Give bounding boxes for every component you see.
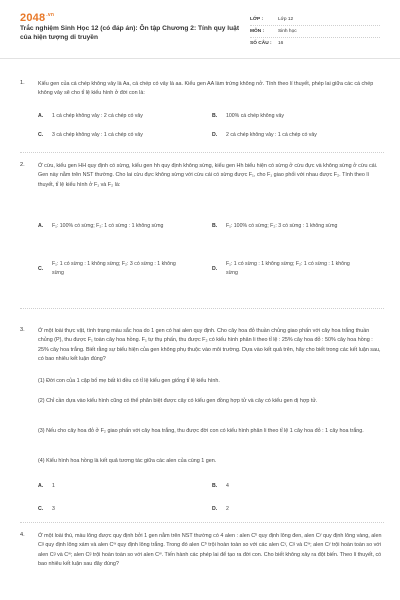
option-text: 4 <box>226 483 229 489</box>
option-text: 2 cá chép không vảy : 1 cá chép có vảy <box>226 132 317 138</box>
question-number: 2. <box>20 162 25 168</box>
option-text: 1 cá chép không vảy : 2 cá chép có vảy <box>52 113 143 119</box>
option-text: F₁: 100% có sừng; F₂: 3 có sừng : 1 không sừng <box>226 223 338 229</box>
option-letter: A. <box>38 223 44 229</box>
option-b[interactable] <box>212 222 362 231</box>
option-d[interactable] <box>212 260 362 277</box>
option-text: F₁: 100% có sừng; F₂: 1 có sừng : 1 không sừng <box>52 223 164 229</box>
logo-main: 2048 <box>20 12 46 24</box>
question-text: Ở một loài thú, màu lông được quy định bởi 1 gen nằm trên NST thường có 4 alen : alen Cᵇ quy định lông đen, alen Cʸ quy định lông vàng, alen Cᵍ quy định lông xám và alen Cʷ quy định lông trắng. Trong đó alen Cᵇ trội hoàn toàn so với các alen Cʸ, Cᵍ và Cʷ; alen Cʸ trội hoàn toàn so với alen Cᵍ và Cʷ; alen Cᵍ trội hoàn toàn so với alen Cʷ. Tiến hành các phép lai để tạo ra đời con. Cho biết không xảy ra đột biến. Theo lí thuyết, có bao nhiêu kết luận sau đây đúng? <box>38 533 382 568</box>
meta-table <box>250 14 380 49</box>
option-letter: C. <box>38 265 44 272</box>
option-letter: D. <box>212 506 218 512</box>
option-d[interactable] <box>212 131 317 140</box>
option-c[interactable] <box>38 131 143 140</box>
statement-3: (3) Nếu cho cây hoa đỏ ở F₂ giao phấn với cây hoa trắng, thu được đời con có kiểu hình phân li theo tỉ lệ 1 cây hoa đỏ : 1 cây hoa trắng. <box>38 428 364 434</box>
statement-1: (1) Đời con của 1 cặp bố mẹ bất kì đều có tỉ lệ kiểu gen giống tỉ lệ kiểu hình. <box>38 378 220 384</box>
option-letter: C. <box>38 132 44 138</box>
option-text: F₁: 1 có sừng : 1 không sừng; F₂: 1 có sừng : 1 không sừng <box>226 261 350 276</box>
option-b[interactable] <box>212 482 229 491</box>
option-text: F₁: 1 có sừng : 1 không sừng; F₂: 3 có sừng : 1 không sừng <box>52 261 176 276</box>
option-letter: B. <box>212 483 218 489</box>
option-text: 1 <box>52 483 55 489</box>
option-a[interactable] <box>38 222 188 231</box>
option-letter: D. <box>212 265 218 272</box>
divider <box>20 308 384 309</box>
option-letter: A. <box>38 483 44 489</box>
meta-label: MÔN : <box>250 29 265 34</box>
question-number: 4. <box>20 532 25 538</box>
question-text: Ở cừu, kiểu gen HH quy định có sừng, kiểu gen hh quy định không sừng, kiểu gen Hh biểu hiện có sừng ở cừu đực và không sừng ở cừu cái. Gen này nằm trên NST thường. Cho lai cừu đực không sừng với cừu cái có sừng được F₁, cho F₁ giao phối với nhau được F₂. Tính theo lí thuyết, tỉ lệ kiểu hình ở F₁ và F₂ là: <box>38 163 378 188</box>
divider <box>20 522 384 523</box>
option-text: 2 <box>226 506 229 512</box>
page-header <box>0 0 400 59</box>
option-c[interactable] <box>38 505 55 514</box>
question-text: Kiểu gen của cá chép không vảy là Aa, cá chép có vảy là aa. Kiểu gen AA làm trứng không nở. Tính theo lí thuyết, phép lai giữa các cá chép không vảy sẽ cho tỉ lệ kiểu hình ở đời con là: <box>38 81 374 97</box>
meta-row-class <box>250 14 380 26</box>
site-logo[interactable] <box>20 12 54 24</box>
option-letter: B. <box>212 223 218 229</box>
meta-row-count <box>250 38 380 49</box>
option-letter: D. <box>212 132 218 138</box>
option-c[interactable] <box>38 260 188 277</box>
statement-4: (4) Kiểu hình hoa hồng là kết quả tương tác giữa các alen của cùng 1 gen. <box>38 458 217 464</box>
logo-sub: .vn <box>46 12 55 18</box>
option-a[interactable] <box>38 112 143 121</box>
option-a[interactable] <box>38 482 55 491</box>
page-title: Trắc nghiệm Sinh Học 12 (có đáp án): Ôn tập Chương 2: Tính quy luật của hiện tượng di truyền <box>20 25 240 41</box>
question-number: 3. <box>20 327 25 333</box>
meta-label: SỐ CÂU : <box>250 41 272 46</box>
meta-row-subject <box>250 26 380 38</box>
question-number: 1. <box>20 80 25 86</box>
option-letter: C. <box>38 506 44 512</box>
divider <box>20 152 384 153</box>
option-d[interactable] <box>212 505 229 514</box>
option-text: 100% cá chép không vảy <box>226 113 284 119</box>
option-text: 3 cá chép không vảy : 1 cá chép có vảy <box>52 132 143 138</box>
question-text: Ở một loài thực vật, tính trạng màu sắc hoa do 1 gen có hai alen quy định. Cho cây hoa đỏ thuần chủng giao phấn với cây hoa trắng thuần chủng (P), thu được F₁ toàn cây hoa hồng. F₁ tự thụ phấn, thu được F₂ có kiểu hình phân li theo tỉ lệ : 25% cây hoa đỏ : 50% cây hoa hồng : 25% cây hoa trắng. Biết rằng sự biểu hiện của gen không phụ thuộc vào môi trường. Dựa vào kết quả trên, hãy cho biết trong các kết luận sau, có bao nhiêu kết luận đúng? <box>38 328 381 363</box>
option-b[interactable] <box>212 112 284 121</box>
option-letter: A. <box>38 113 44 119</box>
meta-value: Sinh học <box>278 29 297 34</box>
option-letter: B. <box>212 113 218 119</box>
option-text: 3 <box>52 506 55 512</box>
statement-2: (2) Chỉ cần dựa vào kiểu hình cũng có thể phân biệt được cây có kiểu gen đồng hợp tử và cây có kiểu gen dị hợp tử. <box>38 398 318 404</box>
meta-value: 16 <box>278 41 284 46</box>
meta-value: Lớp 12 <box>278 17 294 22</box>
meta-label: LỚP : <box>250 17 264 22</box>
